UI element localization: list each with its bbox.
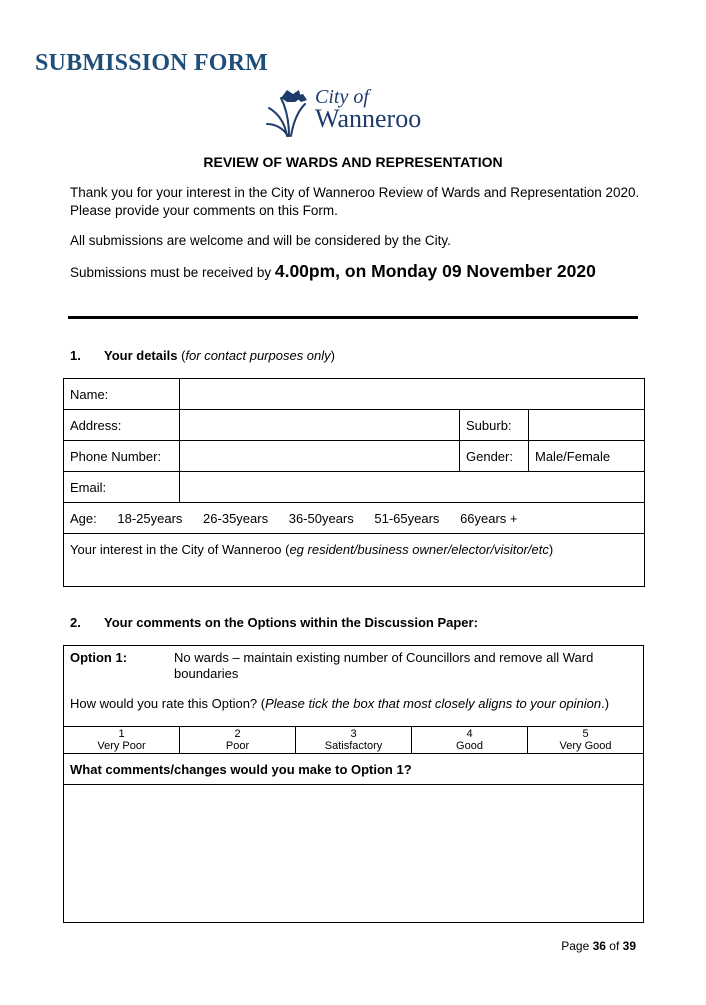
name-field[interactable] bbox=[180, 379, 645, 410]
age-option[interactable]: 51-65years bbox=[374, 510, 440, 526]
comments-field[interactable] bbox=[64, 785, 644, 923]
comments-question: What comments/changes would you make to Option 1? bbox=[64, 754, 644, 785]
rating-option-very-poor[interactable] bbox=[64, 727, 180, 754]
rating-question-instruction: Please tick the box that most closely aligns to your opinion bbox=[265, 696, 602, 711]
rating-question bbox=[70, 696, 637, 711]
deadline-paragraph bbox=[70, 262, 640, 282]
address-label: Address: bbox=[64, 410, 180, 441]
phone-field[interactable] bbox=[180, 441, 460, 472]
table-row bbox=[64, 441, 645, 472]
logo-text-city-of: City of bbox=[315, 86, 369, 108]
section-title: Your comments on the Options within the Discussion Paper: bbox=[104, 615, 478, 630]
age-row bbox=[64, 503, 645, 534]
phone-label: Phone Number: bbox=[64, 441, 180, 472]
page-number bbox=[561, 939, 636, 953]
gender-label: Gender: bbox=[460, 441, 529, 472]
grass-tree-logo-icon bbox=[265, 88, 313, 138]
section-title: Your details bbox=[104, 348, 178, 363]
rating-label: Satisfactory bbox=[324, 740, 383, 752]
rating-question-prefix: How would you rate this Option? ( bbox=[70, 696, 266, 711]
table-row bbox=[64, 410, 645, 441]
details-table bbox=[63, 378, 645, 587]
rating-option-very-good[interactable] bbox=[528, 727, 644, 754]
section-note: for contact purposes only bbox=[185, 348, 331, 363]
rating-label: Poor bbox=[225, 740, 250, 752]
interest-suffix: ) bbox=[548, 542, 554, 557]
table-row bbox=[64, 534, 645, 587]
rating-label: Very Poor bbox=[97, 740, 146, 752]
option-description-cell bbox=[64, 646, 644, 727]
interest-example: eg resident/business owner/elector/visitor/etc bbox=[289, 542, 549, 557]
table-row bbox=[64, 646, 644, 727]
rating-question-suffix: .) bbox=[601, 696, 610, 711]
logo-text-wanneroo: Wanneroo bbox=[315, 104, 422, 133]
intro-paragraph: Thank you for your interest in the City of Wanneroo Review of Wards and Representation 2020. Please provide your comments on this Form. bbox=[70, 185, 640, 218]
rating-number: 5 bbox=[582, 728, 589, 740]
interest-prefix: Your interest in the City of Wanneroo ( bbox=[70, 542, 290, 557]
page-of: of bbox=[605, 939, 623, 953]
table-row bbox=[64, 503, 645, 534]
suburb-label: Suburb: bbox=[460, 410, 529, 441]
age-option[interactable]: 18-25years bbox=[117, 510, 183, 526]
rating-number: 3 bbox=[350, 728, 357, 740]
table-row bbox=[64, 379, 645, 410]
rating-option-poor[interactable] bbox=[180, 727, 296, 754]
deadline-prefix: Submissions must be received by bbox=[70, 265, 275, 280]
option-label: Option 1: bbox=[70, 650, 128, 665]
option-1-table bbox=[63, 645, 644, 923]
divider bbox=[68, 316, 638, 319]
section-number: 2. bbox=[70, 615, 81, 630]
age-option[interactable]: 66years + bbox=[460, 510, 518, 526]
rating-row bbox=[64, 727, 644, 754]
email-field[interactable] bbox=[180, 472, 645, 503]
page-total: 39 bbox=[622, 939, 636, 953]
interest-field[interactable] bbox=[64, 534, 645, 587]
page-current: 36 bbox=[592, 939, 606, 953]
suburb-field[interactable] bbox=[529, 410, 645, 441]
city-of-wanneroo-logo bbox=[265, 86, 445, 138]
rating-option-good[interactable] bbox=[412, 727, 528, 754]
option-description: No wards – maintain existing number of Councillors and remove all Ward boundaries bbox=[174, 650, 594, 681]
review-heading: REVIEW OF WARDS AND REPRESENTATION bbox=[203, 154, 503, 170]
section-1-heading: 1. Your details (for contact purposes only) bbox=[70, 348, 335, 363]
rating-label: Good bbox=[456, 740, 483, 752]
welcome-paragraph: All submissions are welcome and will be considered by the City. bbox=[70, 233, 451, 248]
rating-number: 2 bbox=[234, 728, 241, 740]
rating-option-satisfactory[interactable] bbox=[296, 727, 412, 754]
section-2-heading bbox=[70, 615, 478, 630]
table-row bbox=[64, 785, 644, 923]
table-row bbox=[64, 754, 644, 785]
age-label: Age: bbox=[70, 510, 97, 526]
rating-number: 1 bbox=[118, 728, 125, 740]
age-option[interactable]: 36-50years bbox=[288, 510, 354, 526]
form-title: SUBMISSION FORM bbox=[35, 50, 269, 76]
age-option[interactable]: 26-35years bbox=[203, 510, 269, 526]
email-label: Email: bbox=[64, 472, 180, 503]
name-label: Name: bbox=[64, 379, 180, 410]
address-field[interactable] bbox=[180, 410, 460, 441]
deadline-date: 4.00pm, on Monday 09 November 2020 bbox=[274, 261, 596, 281]
section-number: 1. bbox=[70, 348, 81, 363]
rating-number: 4 bbox=[466, 728, 473, 740]
rating-label: Very Good bbox=[559, 740, 612, 752]
table-row bbox=[64, 472, 645, 503]
page-prefix: Page bbox=[561, 939, 593, 953]
gender-field[interactable]: Male/Female bbox=[529, 441, 645, 472]
